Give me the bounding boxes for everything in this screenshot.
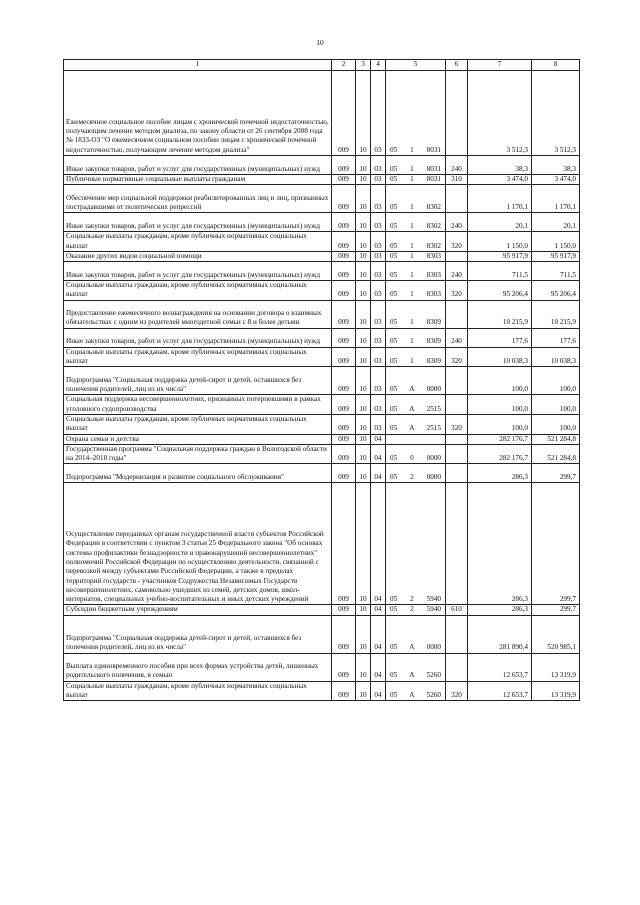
ministry-code: 009 xyxy=(332,444,356,464)
target-article-part: 5260 xyxy=(426,671,441,680)
row-name: Социальные выплаты гражданам, кроме публичных нормативных социальных выплат xyxy=(64,281,332,301)
target-article-code xyxy=(386,213,446,232)
amount-year-2: 299,7 xyxy=(532,605,580,615)
amount-year-2: 10 215,9 xyxy=(532,300,580,328)
target-article-part: 8303 xyxy=(426,251,441,260)
budget-table xyxy=(63,59,580,701)
target-article-part: 1 xyxy=(410,241,414,250)
subsection-code: 03 xyxy=(371,367,386,395)
target-article-part: А xyxy=(409,404,415,413)
section-code: 10 xyxy=(356,605,371,615)
table-row xyxy=(64,347,580,367)
amount-year-2: 95 206,4 xyxy=(532,281,580,301)
ministry-code: 009 xyxy=(332,156,356,175)
row-name: Обеспечение мер социальной поддержки реабилитированных лиц и лиц, признанных пострадавшими от политических репрессий xyxy=(64,185,332,213)
amount-year-2: 10 038,3 xyxy=(532,347,580,367)
target-article-part: 5940 xyxy=(426,605,441,614)
row-name: Подпрограмма "Социальная поддержка детей-сирот и детей, оставшихся без попечения родителей, лиц из их числа" xyxy=(64,615,332,653)
ministry-code: 009 xyxy=(332,653,356,681)
amount-year-2: 521 284,8 xyxy=(532,444,580,464)
target-article-code xyxy=(386,262,446,281)
amount-year-1: 711,5 xyxy=(468,262,532,281)
row-name: Предоставление ежемесячного вознаграждения на основании договора о взаимных обязательствах с одним из родителей многодетной семьи с 8 и более детьми xyxy=(64,300,332,328)
table-row xyxy=(64,681,580,701)
target-article-part: 2515 xyxy=(426,424,441,433)
row-name: Социальные выплаты гражданам, кроме публичных нормативных социальных выплат xyxy=(64,232,332,252)
column-header: 4 xyxy=(371,60,386,71)
section-code: 10 xyxy=(356,347,371,367)
amount-year-2: 1 170,1 xyxy=(532,185,580,213)
table-row xyxy=(64,185,580,213)
expense-type-code xyxy=(446,185,468,213)
target-article-part: 05 xyxy=(390,404,398,413)
table-row xyxy=(64,71,580,156)
target-article-part: 5940 xyxy=(426,595,441,604)
row-name: Социальные выплаты гражданам, кроме публичных нормативных социальных выплат xyxy=(64,347,332,367)
target-article-part: 2 xyxy=(410,473,414,482)
expense-type-code xyxy=(446,653,468,681)
amount-year-1: 286,3 xyxy=(468,483,532,605)
target-article-code xyxy=(386,434,446,444)
amount-year-1: 95 917,9 xyxy=(468,251,532,261)
target-article-code xyxy=(386,483,446,605)
target-article-code xyxy=(386,185,446,213)
target-article-part: 8309 xyxy=(426,318,441,327)
row-name: Иные закупки товаров, работ и услуг для государственных (муниципальных) нужд xyxy=(64,156,332,175)
amount-year-2: 100,0 xyxy=(532,395,580,415)
target-article-part: 2 xyxy=(410,605,414,614)
target-article-part: 05 xyxy=(390,454,398,463)
target-article-part: 05 xyxy=(390,671,398,680)
ministry-code: 009 xyxy=(332,262,356,281)
target-article-code xyxy=(386,367,446,395)
target-article-code xyxy=(386,328,446,347)
ministry-code: 009 xyxy=(332,251,356,261)
subsection-code: 03 xyxy=(371,251,386,261)
expense-type-code: 310 xyxy=(446,175,468,185)
amount-year-1: 100,0 xyxy=(468,395,532,415)
amount-year-2: 3 474,0 xyxy=(532,175,580,185)
ministry-code: 009 xyxy=(332,281,356,301)
row-name: Социальные выплаты гражданам, кроме публичных нормативных социальных выплат xyxy=(64,414,332,434)
section-code: 10 xyxy=(356,185,371,213)
target-article-part: 05 xyxy=(390,337,398,346)
row-name: Оказание других видов социальной помощи xyxy=(64,251,332,261)
target-article-part: 05 xyxy=(390,164,398,173)
table-row xyxy=(64,232,580,252)
expense-type-code: 320 xyxy=(446,414,468,434)
amount-year-1: 281 890,4 xyxy=(468,615,532,653)
table-row xyxy=(64,434,580,444)
target-article-part: 8302 xyxy=(426,241,441,250)
ministry-code: 009 xyxy=(332,347,356,367)
section-code: 10 xyxy=(356,444,371,464)
column-header: 8 xyxy=(532,60,580,71)
target-article-part: 05 xyxy=(390,691,398,700)
section-code: 10 xyxy=(356,414,371,434)
expense-type-code xyxy=(446,367,468,395)
target-article-code xyxy=(386,653,446,681)
expense-type-code xyxy=(446,483,468,605)
target-article-part: 8309 xyxy=(426,357,441,366)
row-name: Иные закупки товаров, работ и услуг для государственных (муниципальных) нужд xyxy=(64,213,332,232)
target-article-code xyxy=(386,156,446,175)
amount-year-2: 299,7 xyxy=(532,464,580,483)
ministry-code: 009 xyxy=(332,300,356,328)
target-article-part: 8303 xyxy=(426,270,441,279)
target-article-part: 1 xyxy=(410,290,414,299)
section-code: 10 xyxy=(356,300,371,328)
section-code: 10 xyxy=(356,71,371,156)
row-name: Выплата единовременного пособия при всех формах устройства детей, лишенных родительского попечения, в семью xyxy=(64,653,332,681)
ministry-code: 009 xyxy=(332,71,356,156)
subsection-code: 04 xyxy=(371,434,386,444)
section-code: 10 xyxy=(356,251,371,261)
amount-year-2: 520 985,1 xyxy=(532,615,580,653)
target-article-part: 1 xyxy=(410,175,414,183)
target-article-part: 05 xyxy=(390,473,398,482)
section-code: 10 xyxy=(356,615,371,653)
ministry-code: 009 xyxy=(332,605,356,615)
target-article-part: А xyxy=(409,671,415,680)
target-article-part: 1 xyxy=(410,222,414,230)
amount-year-2: 100,0 xyxy=(532,414,580,434)
target-article-part: 1 xyxy=(410,357,414,366)
amount-year-1: 12 653,7 xyxy=(468,681,532,701)
target-article-part: 05 xyxy=(390,595,398,604)
ministry-code: 009 xyxy=(332,483,356,605)
amount-year-2: 100,0 xyxy=(532,367,580,395)
table-row xyxy=(64,605,580,615)
section-code: 10 xyxy=(356,232,371,252)
subsection-code: 03 xyxy=(371,281,386,301)
row-name: Ежемесячное социальное пособие лицам с хронической почечной недостаточностью, получающим лечение методом диализа, по закону области от 26 сентября 2008 года № 1833-ОЗ "О ежемесячном социальном пособии лицам с хронической почечной недостаточностью, получающим лечение методом диализа" xyxy=(64,71,332,156)
section-code: 10 xyxy=(356,395,371,415)
ministry-code: 009 xyxy=(332,232,356,252)
expense-type-code xyxy=(446,444,468,464)
subsection-code: 03 xyxy=(371,328,386,347)
target-article-code xyxy=(386,232,446,252)
amount-year-1: 177,6 xyxy=(468,328,532,347)
subsection-code: 04 xyxy=(371,483,386,605)
expense-type-code: 240 xyxy=(446,156,468,175)
row-name: Государственная программа "Социальная поддержка граждан в Вологодской области на 2014–2018 годы" xyxy=(64,444,332,464)
ministry-code: 009 xyxy=(332,213,356,232)
target-article-part: 8309 xyxy=(426,337,441,346)
target-article-part: 05 xyxy=(390,424,398,433)
section-code: 10 xyxy=(356,281,371,301)
subsection-code: 03 xyxy=(371,185,386,213)
target-article-part: 8031 xyxy=(426,145,441,154)
table-row xyxy=(64,483,580,605)
table-row xyxy=(64,300,580,328)
amount-year-1: 286,3 xyxy=(468,605,532,615)
target-article-part: 0000 xyxy=(426,385,441,394)
table-row xyxy=(64,281,580,301)
amount-year-2: 13 319,9 xyxy=(532,653,580,681)
expense-type-code xyxy=(446,464,468,483)
amount-year-1: 10 038,3 xyxy=(468,347,532,367)
section-code: 10 xyxy=(356,213,371,232)
table-row xyxy=(64,262,580,281)
subsection-code: 04 xyxy=(371,605,386,615)
target-article-part: 0000 xyxy=(426,454,441,463)
amount-year-2: 711,5 xyxy=(532,262,580,281)
subsection-code: 03 xyxy=(371,395,386,415)
subsection-code: 03 xyxy=(371,71,386,156)
table-body xyxy=(64,71,580,701)
target-article-code xyxy=(386,681,446,701)
target-article-part: 8031 xyxy=(426,164,441,173)
target-article-part: А xyxy=(409,385,415,394)
subsection-code: 03 xyxy=(371,262,386,281)
column-header: 5 xyxy=(386,60,446,71)
target-article-part: 0000 xyxy=(426,473,441,482)
amount-year-1: 282 176,7 xyxy=(468,444,532,464)
expense-type-code: 240 xyxy=(446,328,468,347)
row-name: Подпрограмма "Социальная поддержка детей-сирот и детей, оставшихся без попечения родителей, лиц из их числа" xyxy=(64,367,332,395)
amount-year-1: 100,0 xyxy=(468,367,532,395)
amount-year-1: 1 170,1 xyxy=(468,185,532,213)
expense-type-code xyxy=(446,395,468,415)
target-article-part: 1 xyxy=(410,203,414,211)
amount-year-1: 95 206,4 xyxy=(468,281,532,301)
target-article-part: 05 xyxy=(390,203,398,211)
target-article-part: 1 xyxy=(410,145,414,154)
column-header: 6 xyxy=(446,60,468,71)
table-row xyxy=(64,615,580,653)
amount-year-1: 3 512,3 xyxy=(468,71,532,156)
target-article-code xyxy=(386,605,446,615)
column-header: 7 xyxy=(468,60,532,71)
table-row xyxy=(64,653,580,681)
section-code: 10 xyxy=(356,464,371,483)
target-article-part: А xyxy=(409,643,415,652)
amount-year-2: 3 512,3 xyxy=(532,71,580,156)
section-code: 10 xyxy=(356,367,371,395)
page-number: 10 xyxy=(316,38,324,47)
expense-type-code: 320 xyxy=(446,347,468,367)
column-header: 2 xyxy=(332,60,356,71)
subsection-code: 03 xyxy=(371,414,386,434)
subsection-code: 03 xyxy=(371,175,386,185)
target-article-code xyxy=(386,615,446,653)
target-article-part: 5260 xyxy=(426,691,441,700)
target-article-part: 05 xyxy=(390,385,398,394)
target-article-code xyxy=(386,464,446,483)
target-article-part: 05 xyxy=(390,290,398,299)
table-row xyxy=(64,395,580,415)
ministry-code: 009 xyxy=(332,328,356,347)
amount-year-1: 286,3 xyxy=(468,464,532,483)
amount-year-2: 13 319,9 xyxy=(532,681,580,701)
section-code: 10 xyxy=(356,262,371,281)
row-name: Иные закупки товаров, работ и услуг для государственных (муниципальных) нужд xyxy=(64,262,332,281)
ministry-code: 009 xyxy=(332,185,356,213)
table-row xyxy=(64,328,580,347)
expense-type-code xyxy=(446,300,468,328)
amount-year-2: 177,6 xyxy=(532,328,580,347)
target-article-part: 05 xyxy=(390,222,398,230)
section-code: 10 xyxy=(356,328,371,347)
table-row xyxy=(64,444,580,464)
column-header: 3 xyxy=(356,60,371,71)
subsection-code: 03 xyxy=(371,232,386,252)
amount-year-2: 38,3 xyxy=(532,156,580,175)
ministry-code: 009 xyxy=(332,367,356,395)
target-article-part: 2515 xyxy=(426,404,441,413)
section-code: 10 xyxy=(356,175,371,185)
amount-year-1: 20,1 xyxy=(468,213,532,232)
section-code: 10 xyxy=(356,434,371,444)
subsection-code: 04 xyxy=(371,444,386,464)
target-article-part: 0 xyxy=(410,454,414,463)
table-row xyxy=(64,213,580,232)
subsection-code: 03 xyxy=(371,213,386,232)
target-article-code xyxy=(386,300,446,328)
target-article-code xyxy=(386,281,446,301)
target-article-part: 05 xyxy=(390,145,398,154)
target-article-part: 1 xyxy=(410,318,414,327)
amount-year-1: 12 653,7 xyxy=(468,653,532,681)
ministry-code: 009 xyxy=(332,175,356,185)
ministry-code: 009 xyxy=(332,395,356,415)
subsection-code: 03 xyxy=(371,300,386,328)
target-article-part: 05 xyxy=(390,357,398,366)
expense-type-code xyxy=(446,615,468,653)
table-row xyxy=(64,367,580,395)
row-name: Публичные нормативные социальные выплаты гражданам xyxy=(64,175,332,185)
ministry-code: 009 xyxy=(332,464,356,483)
ministry-code: 009 xyxy=(332,434,356,444)
target-article-part: 05 xyxy=(390,643,398,652)
target-article-part: А xyxy=(409,691,415,700)
amount-year-1: 100,0 xyxy=(468,414,532,434)
table-row xyxy=(64,175,580,185)
expense-type-code: 320 xyxy=(446,232,468,252)
target-article-code xyxy=(386,444,446,464)
amount-year-1: 3 474,0 xyxy=(468,175,532,185)
target-article-part: 1 xyxy=(410,164,414,173)
row-name: Социальные выплаты гражданам, кроме публичных нормативных социальных выплат xyxy=(64,681,332,701)
amount-year-2: 20,1 xyxy=(532,213,580,232)
amount-year-2: 95 917,9 xyxy=(532,251,580,261)
ministry-code: 009 xyxy=(332,615,356,653)
target-article-part: 05 xyxy=(390,270,398,279)
row-name: Социальная поддержка несовершеннолетних, признанных потерпевшими в рамках уголовного судопроизводства xyxy=(64,395,332,415)
expense-type-code: 240 xyxy=(446,213,468,232)
subsection-code: 04 xyxy=(371,681,386,701)
table-row xyxy=(64,156,580,175)
target-article-part: 05 xyxy=(390,605,398,614)
expense-type-code: 240 xyxy=(446,262,468,281)
target-article-part: А xyxy=(409,424,415,433)
expense-type-code: 320 xyxy=(446,681,468,701)
column-header: 1 xyxy=(64,60,332,71)
ministry-code: 009 xyxy=(332,414,356,434)
section-code: 10 xyxy=(356,156,371,175)
target-article-part: 05 xyxy=(390,241,398,250)
target-article-part: 1 xyxy=(410,251,414,260)
amount-year-1: 10 215,9 xyxy=(468,300,532,328)
target-article-code xyxy=(386,395,446,415)
target-article-part: 05 xyxy=(390,175,398,183)
subsection-code: 03 xyxy=(371,156,386,175)
amount-year-2: 1 150,0 xyxy=(532,232,580,252)
amount-year-1: 1 150,0 xyxy=(468,232,532,252)
target-article-part: 2 xyxy=(410,595,414,604)
target-article-code xyxy=(386,414,446,434)
target-article-part: 0000 xyxy=(426,643,441,652)
subsection-code: 04 xyxy=(371,615,386,653)
section-code: 10 xyxy=(356,681,371,701)
subsection-code: 04 xyxy=(371,464,386,483)
table-row xyxy=(64,414,580,434)
section-code: 10 xyxy=(356,483,371,605)
row-name: Охрана семьи и детства xyxy=(64,434,332,444)
row-name: Осуществление переданных органам государственной власти субъектов Российской Федерации в соответствии с пунктом 3 статьи 25 Федерального закона "Об основах системы профилактики безнадзорности и правонарушений несовершеннолетних" полномочий Российской Федерации по осуществлению деятельности, связанной с перевозкой между субъектами Российской Федерации, а также в пределах территорий государств - участников Содружества Независимых Государств несовершеннолетних, самовольно ушедших из семей, детских домов, школ-интернатов, специальных учебно-воспитательных и иных детских учреждений xyxy=(64,483,332,605)
target-article-part: 8031 xyxy=(426,175,441,183)
section-code: 10 xyxy=(356,653,371,681)
target-article-part: 1 xyxy=(410,337,414,346)
subsection-code: 04 xyxy=(371,653,386,681)
row-name: Подпрограмма "Модернизация и развитие социального обслуживания" xyxy=(64,464,332,483)
row-name: Субсидии бюджетным учреждениям xyxy=(64,605,332,615)
column-number-row xyxy=(64,60,580,71)
target-article-part: 8302 xyxy=(426,222,441,230)
amount-year-2: 299,7 xyxy=(532,483,580,605)
table-row xyxy=(64,464,580,483)
expense-type-code: 320 xyxy=(446,281,468,301)
target-article-code xyxy=(386,251,446,261)
amount-year-1: 282 176,7 xyxy=(468,434,532,444)
ministry-code: 009 xyxy=(332,681,356,701)
target-article-part: 1 xyxy=(410,270,414,279)
target-article-code xyxy=(386,175,446,185)
table-row xyxy=(64,251,580,261)
subsection-code: 03 xyxy=(371,347,386,367)
target-article-part: 05 xyxy=(390,318,398,327)
target-article-code xyxy=(386,71,446,156)
expense-type-code xyxy=(446,251,468,261)
expense-type-code xyxy=(446,71,468,156)
expense-type-code: 610 xyxy=(446,605,468,615)
amount-year-2: 521 284,8 xyxy=(532,434,580,444)
amount-year-1: 38,3 xyxy=(468,156,532,175)
row-name: Иные закупки товаров, работ и услуг для государственных (муниципальных) нужд xyxy=(64,328,332,347)
target-article-code xyxy=(386,347,446,367)
target-article-part: 05 xyxy=(390,251,398,260)
expense-type-code xyxy=(446,434,468,444)
target-article-part: 8303 xyxy=(426,290,441,299)
target-article-part: 8302 xyxy=(426,203,441,211)
